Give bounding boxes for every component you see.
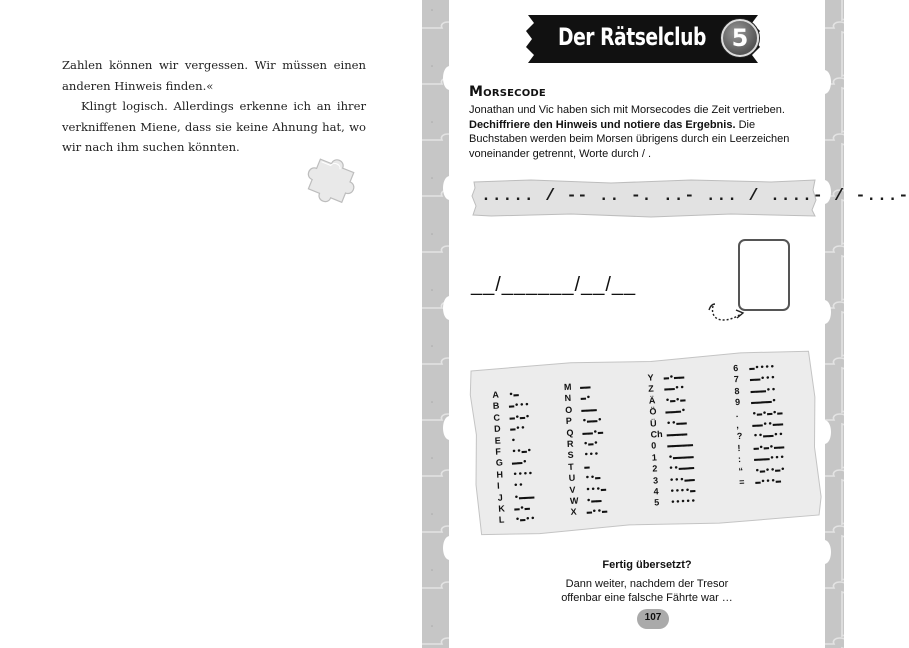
chapter-badge	[721, 19, 759, 57]
left-page	[0, 0, 422, 648]
chapter-number: 5	[731, 24, 749, 52]
title-banner	[524, 13, 762, 65]
morse-entry: 5 •••••	[653, 496, 696, 509]
morse-entry: O ▬▬▬	[564, 404, 597, 416]
morse-entry: B ▬•••	[492, 400, 530, 412]
footer-line-1: Dann weiter, nachdem der Tresor	[565, 578, 729, 590]
morse-entry: 3 •••▬▬	[652, 473, 695, 486]
intro-part-1: Jonathan und Vic haben sich mit Morsecodes die Zeit vertrieben.	[469, 104, 785, 116]
morse-entry: Q ▬▬•▬	[566, 426, 604, 438]
morse-column-3	[647, 371, 696, 510]
morse-entry: N ▬•	[564, 393, 592, 404]
morse-entry: = ▬•••▬	[738, 475, 781, 488]
morse-column-1	[492, 388, 536, 526]
answer-blanks: __/______/__/__	[471, 274, 637, 296]
story-paragraph-2: Klingt logisch. Allerdings erkenne ich an ihrer verkniffenen Miene, dass sie keine Ahnung hat, wo wir nach ihm suchen könnten.	[62, 99, 366, 154]
morse-entry: R •▬•	[566, 438, 599, 450]
morse-entry: A •▬	[492, 389, 519, 401]
morse-entry: 9 ▬▬▬▬•	[734, 396, 777, 408]
morse-column-2	[564, 380, 608, 518]
morse-entry: Ä •▬•▬	[648, 394, 686, 406]
morse-entry: E •	[494, 435, 517, 446]
morse-entry: U ••▬	[568, 472, 601, 484]
morse-entry: S •••	[567, 449, 600, 461]
puzzle-piece-icon	[300, 150, 380, 210]
morse-entry: I ••	[496, 480, 524, 492]
page-number: 107	[644, 612, 662, 623]
morse-entry: . •▬•▬•▬	[735, 407, 783, 419]
morse-entry: M ▬▬	[563, 381, 591, 393]
morse-entry: W •▬▬	[569, 495, 602, 507]
morse-entry: X ▬••▬	[570, 506, 608, 518]
morse-entry: D ▬••	[493, 423, 526, 435]
morse-table-card	[455, 346, 833, 538]
morse-code-clue: ..... / -- .. -. ..- ... / ....- / -...-	[481, 186, 909, 205]
morse-entry: 7 ▬▬•••	[733, 373, 776, 385]
morse-entry: Ch ▬▬▬▬	[650, 428, 688, 440]
morse-entry: 4 ••••▬	[653, 485, 696, 497]
morse-entry: 1 •▬▬▬▬	[651, 451, 694, 463]
morse-entry: H ••••	[496, 468, 534, 480]
footer-question: Fertig übersetzt?	[602, 559, 692, 571]
morse-entry: Y ▬•▬▬	[647, 371, 685, 383]
page-number-badge	[637, 609, 669, 629]
morse-entry: P •▬▬•	[565, 415, 603, 427]
morse-entry: K ▬•▬	[498, 502, 530, 514]
morse-entry: Ü ••▬▬	[649, 417, 687, 429]
morse-entry: T ▬	[567, 461, 590, 472]
morse-entry: ? ••▬▬••	[736, 430, 784, 442]
morse-entry: C ▬•▬•	[493, 411, 531, 423]
curved-arrow-icon	[705, 300, 749, 326]
morse-entry: ! ▬•▬•▬▬	[737, 441, 785, 454]
footer-text	[443, 577, 851, 605]
intro-text	[469, 103, 811, 161]
right-page	[422, 0, 909, 648]
content-panel	[443, 0, 909, 648]
morse-entry: 6 ▬••••	[732, 362, 776, 374]
morse-entry: F ••▬•	[495, 445, 532, 457]
morse-entry: 0 ▬▬▬▬▬	[650, 439, 693, 452]
morse-column-4	[733, 361, 786, 489]
banner-title: Der Rätselclub	[558, 23, 706, 51]
morse-entry: 2 ••▬▬▬	[652, 462, 695, 474]
footer-line-2: offenbar eine falsche Fährte war …	[561, 592, 733, 604]
morse-entry: V •••▬	[569, 483, 607, 495]
intro-instruction: Dechiffriere den Hinweis und notiere das Ergebnis.	[469, 118, 736, 131]
morse-entry: Ö ▬▬▬•	[649, 405, 687, 418]
morse-entry: L •▬••	[498, 514, 536, 526]
section-heading: Morsecode	[469, 84, 546, 100]
morse-entry: “ •▬••▬•	[738, 464, 786, 476]
morse-entry: , ▬▬••▬▬	[735, 418, 784, 431]
story-text	[62, 55, 366, 158]
morse-entry: Z ▬▬••	[647, 383, 685, 395]
code-paper-strip	[471, 178, 909, 218]
story-paragraph-1: Zahlen können wir vergessen. Wir müssen einen anderen Hinweis finden.«	[62, 58, 366, 93]
morse-entry: G ▬▬•	[495, 457, 528, 469]
morse-entry: 8 ▬▬▬••	[734, 384, 777, 397]
morse-entry: : ▬▬▬•••	[737, 452, 785, 465]
intro-part-2: Die Buchstaben werden beim Morsen übrigens durch ein Leerzeichen voneinander getrennt, Worte durch / .	[469, 118, 790, 160]
morse-entry: J •▬▬▬	[497, 491, 535, 503]
morse-table	[450, 336, 838, 548]
